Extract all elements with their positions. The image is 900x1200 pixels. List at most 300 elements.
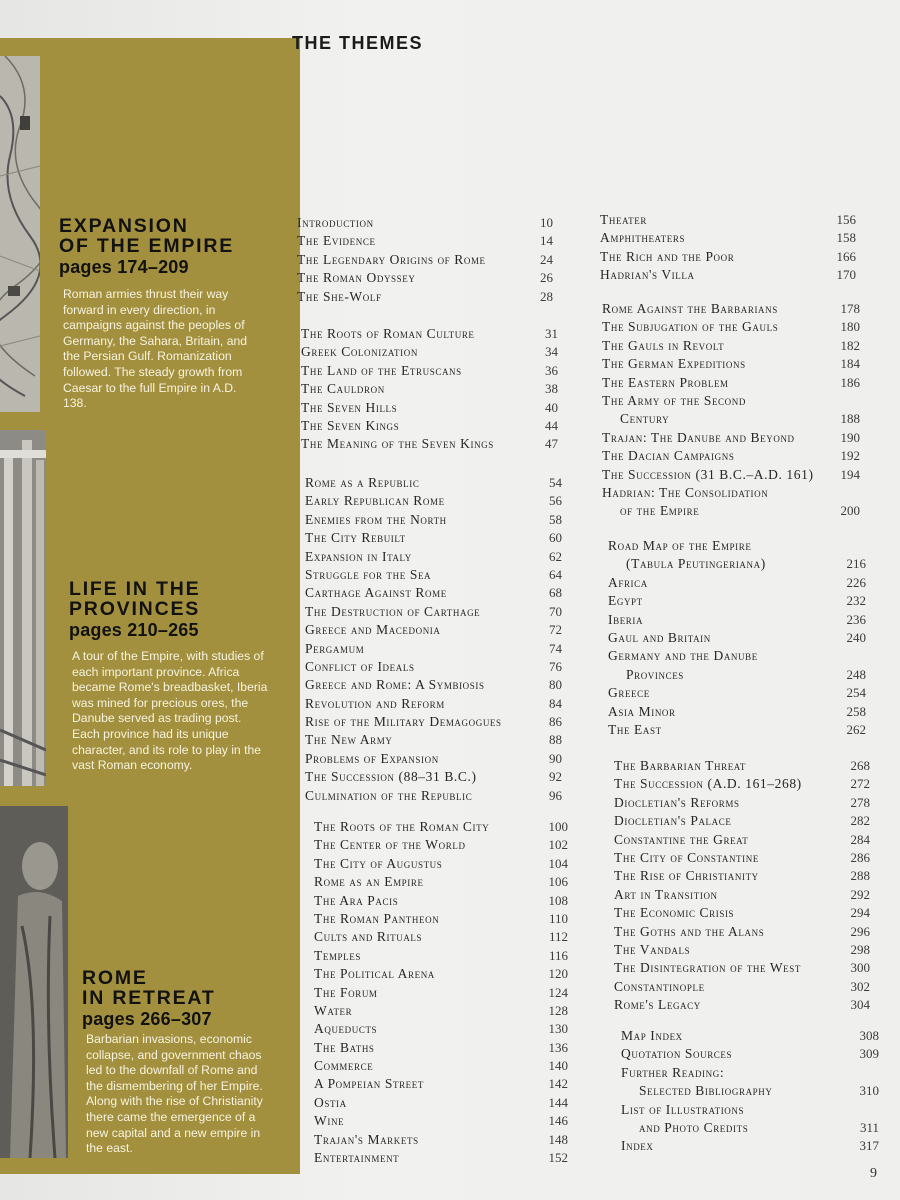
toc-entry[interactable] [301, 436, 558, 454]
toc-entry-page: 146 [548, 1113, 568, 1129]
toc-entry-title: The Dacian Campaigns [602, 448, 735, 464]
toc-entry-page: 254 [846, 685, 866, 701]
toc-entry-title: Early Republican Rome [305, 493, 445, 509]
toc-entry-page: 76 [549, 658, 562, 674]
toc-entry[interactable] [314, 1040, 568, 1058]
toc-entry-page: 262 [846, 721, 866, 737]
toc-entry[interactable] [602, 503, 860, 521]
toc-entry-title: Entertainment [314, 1150, 400, 1166]
toc-entry[interactable] [297, 233, 553, 251]
toc-entry-title: (Tabula Peutingeriana) [626, 556, 766, 572]
toc-entry-page: 166 [836, 248, 856, 264]
section-pages: pages 210–265 [69, 620, 199, 640]
toc-entry[interactable] [297, 270, 553, 288]
toc-entry[interactable] [602, 319, 860, 337]
section-pages: pages 266–307 [82, 1009, 212, 1029]
toc-entry-title: The City of Augustus [314, 855, 443, 871]
toc-entry-title: The Army of the Second [602, 392, 746, 408]
toc-entry-title: Further Reading: [621, 1064, 725, 1080]
toc-entry-page: 216 [846, 556, 866, 572]
toc-entry[interactable] [314, 893, 568, 911]
toc-entry[interactable] [602, 430, 860, 448]
toc-entry-title: Trajan's Markets [314, 1131, 419, 1147]
toc-entry[interactable] [314, 1150, 568, 1168]
toc-entry-title: The German Expeditions [602, 356, 746, 372]
toc-entry[interactable] [314, 874, 568, 892]
toc-entry[interactable] [305, 769, 562, 787]
toc-entry-page: 130 [548, 1021, 568, 1037]
toc-entry-page: 14 [540, 233, 553, 249]
toc-group [614, 758, 870, 1015]
toc-entry-title: Commerce [314, 1058, 374, 1074]
toc-entry[interactable] [614, 905, 870, 923]
toc-entry-title: The Legendary Origins of Rome [297, 251, 486, 267]
toc-entry-page: 236 [846, 611, 866, 627]
toc-entry-title: The She-Wolf [297, 288, 382, 304]
toc-entry-page: 28 [540, 288, 553, 304]
toc-entry-title: The Ara Pacis [314, 892, 399, 908]
toc-entry-page: 144 [548, 1094, 568, 1110]
toc-entry-page: 184 [840, 356, 860, 372]
toc-entry-title: Enemies from the North [305, 511, 447, 527]
toc-entry-title: Map Index [621, 1028, 683, 1043]
toc-entry[interactable] [600, 230, 856, 248]
toc-entry-page: 68 [549, 585, 562, 601]
toc-entry-title: The Roots of the Roman City [314, 819, 490, 834]
toc-entry-title: The Land of the Etruscans [301, 362, 462, 378]
toc-entry[interactable] [305, 677, 562, 695]
toc-entry[interactable] [608, 667, 866, 685]
toc-entry-page: 278 [850, 794, 870, 810]
toc-entry-page: 90 [549, 750, 562, 766]
toc-entry-title: Diocletian's Reforms [614, 794, 740, 810]
toc-entry-page: 298 [850, 941, 870, 957]
toc-entry-title: of the Empire [620, 503, 700, 519]
toc-entry[interactable] [608, 538, 866, 556]
toc-entry-title: The New Army [305, 732, 393, 748]
toc-entry-page: 232 [846, 593, 866, 609]
toc-entry-page: 40 [545, 399, 558, 415]
toc-entry-title: Water [314, 1002, 353, 1018]
toc-entry-page: 112 [548, 929, 568, 945]
toc-entry[interactable] [305, 659, 562, 677]
toc-entry[interactable] [305, 788, 562, 806]
toc-entry-page: 31 [545, 326, 558, 341]
toc-entry-page: 286 [850, 849, 870, 865]
toc-entry[interactable] [602, 411, 860, 429]
toc-entry-title: Iberia [608, 611, 644, 627]
toc-entry-page: 88 [549, 732, 562, 748]
toc-entry[interactable] [305, 567, 562, 585]
toc-entry-page: 120 [548, 966, 568, 982]
toc-entry-page: 294 [850, 905, 870, 921]
toc-entry-page: 192 [840, 448, 860, 464]
toc-entry[interactable] [614, 997, 870, 1015]
toc-entry[interactable] [608, 704, 866, 722]
toc-entry-title: Rome's Legacy [614, 997, 701, 1013]
toc-entry-title: and Photo Credits [639, 1119, 749, 1135]
toc-entry-title: The Barbarian Threat [614, 758, 747, 773]
toc-entry-page: 36 [545, 362, 558, 378]
toc-entry[interactable] [305, 622, 562, 640]
toc-entry-page: 102 [548, 837, 568, 853]
toc-entry[interactable] [305, 493, 562, 511]
toc-entry-title: Rome as a Republic [305, 475, 420, 490]
toc-entry-title: Greece and Rome: A Symbiosis [305, 677, 485, 693]
toc-entry[interactable] [297, 252, 553, 270]
toc-entry-title: The East [608, 721, 662, 737]
toc-entry[interactable] [602, 356, 860, 374]
section-title-line2: OF THE EMPIRE [59, 235, 235, 257]
toc-entry[interactable] [602, 393, 860, 411]
toc-entry-title: Asia Minor [608, 703, 676, 719]
toc-entry-title: Introduction [297, 215, 374, 230]
toc-entry-title: The Goths and the Alans [614, 923, 765, 939]
toc-entry-page: 80 [549, 677, 562, 693]
toc-entry-page: 292 [850, 886, 870, 902]
toc-entry-title: The Rise of Christianity [614, 868, 759, 884]
toc-entry-title: The Roots of Roman Culture [301, 326, 475, 341]
toc-entry-title: The Seven Hills [301, 399, 398, 415]
toc-entry-title: The Evidence [297, 233, 376, 249]
toc-entry[interactable] [621, 1028, 879, 1046]
toc-entry-title: Ostia [314, 1094, 347, 1110]
toc-entry-title: Rome Against the Barbarians [602, 301, 778, 316]
toc-entry-page: 104 [548, 855, 568, 871]
toc-entry[interactable] [305, 751, 562, 769]
toc-entry-title: Greece and Macedonia [305, 622, 441, 638]
toc-entry[interactable] [621, 1065, 879, 1083]
toc-entry[interactable] [614, 758, 870, 776]
toc-entry[interactable] [314, 1095, 568, 1113]
toc-entry-title: The Rich and the Poor [600, 248, 735, 264]
section-heading-provinces [69, 579, 200, 641]
toc-entry-page: 84 [549, 695, 562, 711]
toc-entry-title: The Political Arena [314, 966, 435, 982]
toc-entry[interactable] [301, 344, 558, 362]
section-title-line1: ROME [82, 967, 148, 989]
toc-entry[interactable] [614, 868, 870, 886]
toc-entry[interactable] [602, 485, 860, 503]
toc-entry-page: 304 [850, 997, 870, 1013]
toc-entry-title: Problems of Expansion [305, 750, 439, 766]
toc-entry-page: 44 [545, 417, 558, 433]
toc-entry-title: The Roman Pantheon [314, 910, 440, 926]
toc-entry-title: The Succession (31 B.C.–A.D. 161) [602, 466, 814, 482]
toc-entry[interactable] [314, 911, 568, 929]
toc-entry-page: 152 [548, 1150, 568, 1166]
toc-entry-title: Greek Colonization [301, 344, 418, 360]
toc-entry[interactable] [314, 819, 568, 837]
toc-entry[interactable] [305, 696, 562, 714]
toc-entry[interactable] [305, 512, 562, 530]
section-description-retreat: Barbarian invasions, economic collapse, and government chaos led to the downfall of Rome and the dismembering of her Empire. Along with the rise of Christianity there came the emergence of a new capital and a new empire in the east. [86, 1032, 263, 1156]
toc-entry-page: 26 [540, 270, 553, 286]
toc-entry-page: 54 [549, 475, 562, 490]
toc-entry-title: Rome as an Empire [314, 874, 424, 890]
toc-entry[interactable] [305, 732, 562, 750]
toc-entry-title: The Meaning of the Seven Kings [301, 436, 494, 452]
toc-entry[interactable] [301, 381, 558, 399]
toc-entry-title: The Economic Crisis [614, 905, 735, 921]
toc-entry-page: 70 [549, 603, 562, 619]
toc-entry-title: Trajan: The Danube and Beyond [602, 429, 795, 445]
toc-entry[interactable] [614, 832, 870, 850]
toc-entry[interactable] [314, 929, 568, 947]
toc-entry-title: The Eastern Problem [602, 374, 729, 390]
toc-entry-title: Rise of the Military Demagogues [305, 714, 502, 730]
toc-entry-page: 136 [548, 1039, 568, 1055]
toc-entry[interactable] [602, 375, 860, 393]
toc-entry-page: 124 [548, 984, 568, 1000]
toc-entry-page: 38 [545, 381, 558, 397]
toc-entry-page: 10 [540, 215, 553, 230]
toc-entry-title: Provinces [626, 666, 684, 682]
toc-entry[interactable] [602, 467, 860, 485]
toc-entry[interactable] [600, 212, 856, 230]
section-title-line1: EXPANSION [59, 215, 189, 237]
toc-entry[interactable] [301, 418, 558, 436]
toc-entry-page: 282 [850, 813, 870, 829]
toc-entry-title: Amphitheaters [600, 230, 686, 246]
toc-entry-title: Revolution and Reform [305, 695, 445, 711]
toc-entry-page: 74 [549, 640, 562, 656]
toc-entry[interactable] [600, 267, 856, 285]
toc-entry[interactable] [608, 630, 866, 648]
toc-entry-page: 148 [548, 1131, 568, 1147]
toc-entry[interactable] [314, 837, 568, 855]
toc-entry[interactable] [614, 979, 870, 997]
toc-entry[interactable] [614, 887, 870, 905]
toc-entry-title: The Disintegration of the West [614, 960, 801, 976]
page-number: 9 [870, 1166, 877, 1181]
toc-entry-title: Hadrian's Villa [600, 267, 695, 283]
toc-group [621, 1028, 879, 1157]
toc-entry[interactable] [608, 648, 866, 666]
section-description-expansion: Roman armies thrust their way forward in every direction, in campaigns against the peoples of Germany, the Sahara, Britain, and the Persian Gulf. Romanization followed. The steady growth from Caesar to the full Empire in A.D. 138. [63, 287, 248, 411]
toc-entry-page: 308 [859, 1028, 879, 1043]
toc-entry-title: Diocletian's Palace [614, 813, 732, 829]
columns-image [0, 430, 46, 786]
toc-entry-page: 96 [549, 787, 562, 803]
toc-entry-page: 310 [859, 1083, 879, 1099]
toc-entry-title: Expansion in Italy [305, 548, 412, 564]
toc-entry-page: 100 [548, 819, 568, 834]
toc-entry-title: Selected Bibliography [639, 1083, 773, 1099]
toc-entry-title: A Pompeian Street [314, 1076, 424, 1092]
toc-entry-title: The Cauldron [301, 381, 385, 397]
toc-entry-page: 140 [548, 1058, 568, 1074]
page-title: THE THEMES [292, 33, 424, 53]
toc-entry[interactable] [301, 400, 558, 418]
toc-entry-title: The Succession (88–31 B.C.) [305, 769, 477, 785]
toc-entry[interactable] [305, 475, 562, 493]
toc-entry-title: The City of Constantine [614, 849, 759, 865]
toc-entry-page: 311 [859, 1119, 879, 1135]
toc-entry-title: The Destruction of Carthage [305, 603, 481, 619]
toc-entry-page: 47 [545, 436, 558, 452]
toc-entry-page: 258 [846, 703, 866, 719]
section-description-provinces: A tour of the Empire, with studies of each important province. Africa became Rome's breadbasket, Iberia was mined for precious ores, the Danube served as trading post. Each province had its unique character, and its role to play in the vast Roman economy. [72, 649, 268, 773]
toc-entry-page: 178 [840, 301, 860, 316]
section-title-line1: LIFE IN THE [69, 578, 201, 600]
toc-entry-title: The Succession (A.D. 161–268) [614, 776, 802, 792]
toc-entry[interactable] [602, 338, 860, 356]
toc-entry-title: Constantine the Great [614, 831, 749, 847]
toc-entry-page: 186 [840, 374, 860, 390]
toc-entry[interactable] [305, 714, 562, 732]
section-heading-retreat [82, 968, 216, 1030]
toc-entry-page: 182 [840, 337, 860, 353]
toc-entry[interactable] [614, 960, 870, 978]
toc-entry-page: 284 [850, 831, 870, 847]
toc-entry-page: 190 [840, 429, 860, 445]
toc-entry[interactable] [305, 641, 562, 659]
toc-entry-page: 194 [840, 466, 860, 482]
toc-entry[interactable] [608, 722, 866, 740]
map-image [0, 56, 40, 412]
toc-entry-title: Quotation Sources [621, 1046, 733, 1062]
section-title-line2: PROVINCES [69, 598, 201, 620]
toc-entry-page: 200 [840, 503, 860, 519]
toc-entry-title: Culmination of the Republic [305, 787, 473, 803]
toc-entry[interactable] [608, 575, 866, 593]
toc-entry-page: 108 [548, 892, 568, 908]
statue-image [0, 806, 68, 1158]
toc-entry[interactable] [608, 685, 866, 703]
toc-entry[interactable] [314, 1113, 568, 1131]
toc-entry-page: 309 [859, 1046, 879, 1062]
toc-entry[interactable] [301, 363, 558, 381]
toc-entry-title: Cults and Rituals [314, 929, 423, 945]
section-pages: pages 174–209 [59, 257, 189, 277]
toc-entry[interactable] [305, 549, 562, 567]
toc-entry[interactable] [314, 1132, 568, 1150]
toc-entry-title: The Forum [314, 984, 378, 1000]
toc-entry-title: Art in Transition [614, 886, 718, 902]
toc-entry-title: Greece [608, 685, 650, 701]
toc-group [301, 326, 558, 455]
section-heading-expansion [59, 216, 234, 278]
toc-entry[interactable] [621, 1102, 879, 1120]
toc-group [305, 475, 562, 806]
toc-entry-title: Road Map of the Empire [608, 538, 752, 553]
toc-entry-page: 302 [850, 978, 870, 994]
toc-entry[interactable] [305, 585, 562, 603]
toc-entry[interactable] [314, 856, 568, 874]
toc-entry-page: 60 [549, 530, 562, 546]
toc-entry-page: 86 [549, 714, 562, 730]
toc-entry-title: The Seven Kings [301, 417, 400, 433]
toc-entry[interactable] [314, 985, 568, 1003]
toc-entry[interactable] [621, 1083, 879, 1101]
toc-entry[interactable] [621, 1138, 879, 1156]
toc-entry-title: Germany and the Danube [608, 648, 758, 664]
toc-entry-title: Hadrian: The Consolidation [602, 484, 769, 500]
section-title-line2: IN RETREAT [82, 987, 216, 1009]
toc-entry[interactable] [614, 924, 870, 942]
toc-entry[interactable] [297, 289, 553, 307]
toc-entry-page: 62 [549, 548, 562, 564]
toc-entry-title: The Roman Odyssey [297, 270, 416, 286]
toc-entry[interactable] [305, 530, 562, 548]
toc-entry-page: 106 [548, 874, 568, 890]
toc-entry-page: 272 [850, 776, 870, 792]
toc-entry[interactable] [602, 448, 860, 466]
toc-entry[interactable] [621, 1120, 879, 1138]
toc-entry[interactable] [297, 215, 553, 233]
toc-entry-title: Theater [600, 212, 647, 227]
toc-entry[interactable] [314, 1021, 568, 1039]
toc-entry-title: Conflict of Ideals [305, 658, 415, 674]
toc-entry-title: Egypt [608, 593, 643, 609]
toc-entry[interactable] [314, 1058, 568, 1076]
toc-entry-page: 268 [850, 758, 870, 773]
toc-entry-title: Index [621, 1138, 654, 1154]
toc-group [297, 215, 553, 307]
toc-entry[interactable] [600, 249, 856, 267]
toc-entry[interactable] [314, 1076, 568, 1094]
toc-entry[interactable] [314, 1003, 568, 1021]
toc-entry-page: 296 [850, 923, 870, 939]
toc-entry-page: 288 [850, 868, 870, 884]
toc-entry-title: Pergamum [305, 640, 365, 656]
toc-entry[interactable] [614, 795, 870, 813]
toc-group [314, 819, 568, 1168]
toc-group [600, 212, 856, 286]
toc-entry-title: The Vandals [614, 941, 691, 957]
toc-entry-page: 180 [840, 319, 860, 335]
toc-entry[interactable] [614, 813, 870, 831]
toc-entry[interactable] [314, 966, 568, 984]
toc-entry[interactable] [608, 612, 866, 630]
toc-entry-title: Gaul and Britain [608, 629, 711, 645]
toc-entry[interactable] [614, 850, 870, 868]
toc-entry[interactable] [621, 1046, 879, 1064]
toc-entry-title: The Gauls in Revolt [602, 337, 725, 353]
toc-group [608, 538, 866, 740]
toc-entry[interactable] [608, 593, 866, 611]
toc-entry-title: The City Rebuilt [305, 530, 406, 546]
toc-entry-page: 128 [548, 1002, 568, 1018]
toc-entry-title: Constantinople [614, 978, 705, 994]
toc-entry[interactable] [614, 776, 870, 794]
toc-entry-title: Aqueducts [314, 1021, 378, 1037]
toc-entry-page: 300 [850, 960, 870, 976]
toc-entry-title: Wine [314, 1113, 345, 1129]
toc-entry-page: 92 [549, 769, 562, 785]
toc-entry[interactable] [602, 301, 860, 319]
toc-entry-page: 116 [548, 947, 568, 963]
toc-entry[interactable] [301, 326, 558, 344]
toc-entry-page: 24 [540, 251, 553, 267]
toc-entry[interactable] [305, 604, 562, 622]
toc-entry-page: 72 [549, 622, 562, 638]
toc-entry-title: Temples [314, 947, 361, 963]
toc-entry[interactable] [614, 942, 870, 960]
toc-entry-page: 170 [836, 267, 856, 283]
toc-entry-page: 56 [549, 493, 562, 509]
toc-entry-page: 188 [840, 411, 860, 427]
toc-group [602, 301, 860, 522]
toc-entry[interactable] [314, 948, 568, 966]
toc-entry-title: Century [620, 411, 670, 427]
toc-entry-page: 64 [549, 566, 562, 582]
toc-entry-title: The Center of the World [314, 837, 466, 853]
toc-entry-page: 142 [548, 1076, 568, 1092]
toc-entry-page: 317 [859, 1138, 879, 1154]
toc-entry[interactable] [608, 556, 866, 574]
